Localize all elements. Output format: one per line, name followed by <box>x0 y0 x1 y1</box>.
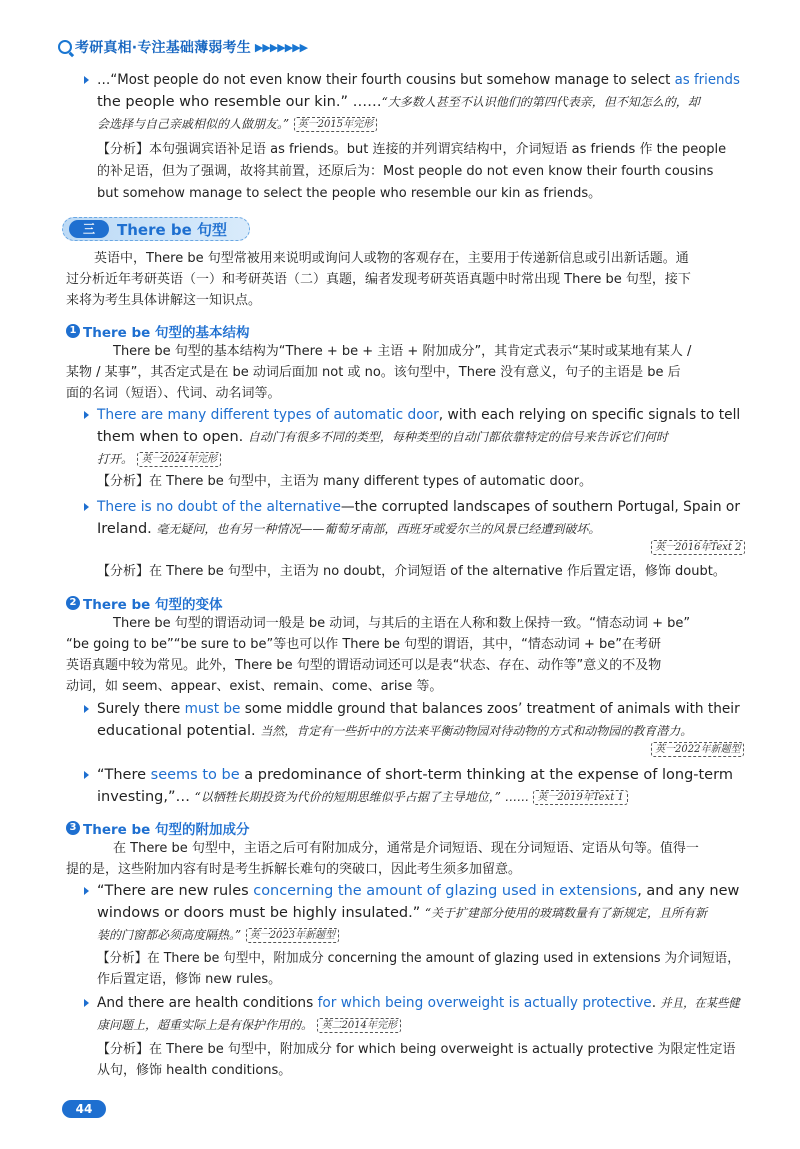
subsection-number: 1 <box>66 324 80 338</box>
subsection-title: There be 句型的附加成分 <box>83 822 250 838</box>
example-highlight: seems to be <box>150 767 240 783</box>
bullet-icon <box>84 771 89 779</box>
section-number: 三 <box>69 220 109 238</box>
example-highlight: There is no doubt of the alternative <box>97 499 341 515</box>
example-text: , with each relying on specific signals to tell <box>438 407 741 423</box>
page-number: 44 <box>62 1100 106 1118</box>
sub1-body-2: 某物 / 某事”，其否定式是在 be 动词后面加 not 或 no。该句型中，There 没有意义，句子的主语是 be 后 <box>66 365 681 380</box>
sub3-ex1-line2 <box>97 904 707 922</box>
sub1-ex2-line1 <box>97 498 740 516</box>
sub3-ex2-analysis-2: 从句，修饰 health conditions。 <box>97 1063 292 1078</box>
sub2-ex2-line2 <box>97 788 628 806</box>
sub3-ex1-line1 <box>97 882 739 900</box>
example-text: And there are health conditions <box>97 995 318 1011</box>
example-highlight: concerning the amount of glazing used in extensions <box>253 883 638 899</box>
intro-example-line3 <box>97 115 377 133</box>
example-highlight: must be <box>184 701 241 717</box>
sub3-ex1-line3 <box>97 926 339 944</box>
example-text: investing,”… <box>97 789 195 805</box>
section-intro-1: 英语中，There be 句型常被用来说明或询问人或物的客观存在，主要用于传递新信息或引出新话题。通 <box>94 251 689 266</box>
sub2-body-1: There be 句型的谓语动词一般是 be 动词，与其后的主语在人称和数上保持一致。“情态动词 + be” <box>113 616 691 631</box>
bullet-icon <box>84 999 89 1007</box>
header-arrows: ▶▶▶▶▶▶▶ <box>254 40 308 54</box>
sub2-body-2: “be going to be”“be sure to be”等也可以作 There be 句型的谓语，其中，“情态动词 + be”在考研 <box>66 637 661 652</box>
section-title: There be 句型 <box>117 220 228 239</box>
bullet-icon <box>84 887 89 895</box>
example-highlight: for which being overweight is actually protective <box>317 995 652 1011</box>
sub2-body-4: 动词，如 seem、appear、exist、remain、come、arise 等。 <box>66 679 443 694</box>
sub3-ex2-line1 <box>97 994 740 1012</box>
section-heading <box>62 217 250 241</box>
section-intro-2: 过分析近年考研英语（一）和考研英语（二）真题，编者发现考研英语真题中时常出现 There be 句型，接下 <box>66 272 691 287</box>
example-translation: “以牺牲长期投资为代价的短期思维似乎占据了主导地位，” …… <box>194 790 529 804</box>
example-translation: “关于扩建部分使用的玻璃数量有了新规定，且所有新 <box>424 906 707 920</box>
source-tag: 英一2015年完形 <box>294 117 377 132</box>
example-text: some middle ground that balances zoos’ treatment of animals with their <box>240 701 740 717</box>
example-text: —the corrupted landscapes of southern Portugal, Spain or <box>340 499 740 515</box>
intro-analysis-1: 【分析】本句强调宾语补足语 as friends。but 连接的并列谓宾结构中，介词短语 as friends 作 the people <box>97 142 727 157</box>
bullet-icon <box>84 76 89 84</box>
intro-en-text: …“Most people do not even know their fourth cousins but somehow manage to select <box>97 72 675 88</box>
sub1-ex1-line3 <box>97 450 221 468</box>
example-translation: 康问题上，超重实际上是有保护作用的。 <box>97 1018 314 1032</box>
header-title: 考研真相·专注基础薄弱考生 <box>75 40 251 56</box>
sub2-ex1-line1 <box>97 700 740 718</box>
sub3-body-2: 提的是，这些附加内容有时是考生拆解长难句的突破口，因此考生须多加留意。 <box>66 862 522 877</box>
intro-en-text-2: the people who resemble our kin.” …… <box>97 94 382 110</box>
sub2-ex1-line2 <box>97 722 692 740</box>
example-text: educational potential. <box>97 723 261 739</box>
sub1-ex2-line2 <box>97 520 600 538</box>
sub1-body-1: There be 句型的基本结构为“There + be + 主语 + 附加成分”，其肯定式表示“某时或某地有某人 / <box>113 344 692 359</box>
source-tag: 英一2022年新题型 <box>651 742 744 757</box>
bullet-icon <box>84 411 89 419</box>
sub1-ex2-analysis: 【分析】在 There be 句型中，主语为 no doubt，介词短语 of the alternative 作后置定语，修饰 doubt。 <box>97 564 726 579</box>
sub3-body-1: 在 There be 句型中，主语之后可有附加成分，通常是介词短语、现在分词短语、定语从句等。值得一 <box>113 841 699 856</box>
example-translation: 毫无疑问，也有另一种情况——葡萄牙南部，西班牙或爱尔兰的风景已经遭到破坏。 <box>156 522 601 536</box>
source-tag: 英一2023年新题型 <box>246 928 339 943</box>
search-logo-icon <box>58 40 72 54</box>
sub1-ex1-analysis: 【分析】在 There be 句型中，主语为 many different types of automatic door。 <box>97 474 593 489</box>
source-tag: 英一2024年完形 <box>137 452 220 467</box>
example-text: , and any new <box>637 883 740 899</box>
sub3-ex1-analysis-2: 作后置定语，修饰 new rules。 <box>97 972 282 987</box>
intro-cn-translation-2: 会选择与自己亲戚相似的人做朋友。” <box>97 117 290 131</box>
subsection-title: There be 句型的变体 <box>83 597 223 613</box>
subsection-heading-3 <box>66 818 250 838</box>
bullet-icon <box>84 503 89 511</box>
example-text: them when to open. <box>97 429 248 445</box>
example-translation: 打开。 <box>97 452 134 466</box>
sub2-body-3: 英语真题中较为常见。此外，There be 句型的谓语动词还可以是表“状态、存在、动作等”意义的不及物 <box>66 658 662 673</box>
intro-cn-translation: “大多数人甚至不认识他们的第四代表亲，但不知怎么的，却 <box>381 95 700 109</box>
example-text: . <box>651 995 661 1011</box>
example-translation: 自动门有很多不同的类型，每种类型的自动门都依靠特定的信号来告诉它们何时 <box>247 430 668 444</box>
example-text: “There are new rules <box>97 883 254 899</box>
intro-analysis-3: but somehow manage to select the people who resemble our kin as friends。 <box>97 186 602 201</box>
example-text: windows or doors must be highly insulated.” <box>97 905 425 921</box>
subsection-heading-1 <box>66 321 250 341</box>
example-text: “There <box>97 767 151 783</box>
example-highlight: There are many different types of automatic door <box>97 407 439 423</box>
intro-example-line2 <box>97 93 700 111</box>
running-header <box>58 36 307 58</box>
sub3-ex2-analysis-1: 【分析】在 There be 句型中，附加成分 for which being overweight is actually protective 为限定性定语 <box>97 1042 736 1057</box>
example-translation: 并且，在某些健 <box>660 996 740 1010</box>
subsection-heading-2 <box>66 593 223 613</box>
example-text: Ireland. <box>97 521 157 537</box>
example-translation: 装的门窗都必须高度隔热。” <box>97 928 242 942</box>
section-intro-3: 来将为考生具体讲解这一知识点。 <box>66 293 262 308</box>
sub3-ex1-analysis-1: 【分析】在 There be 句型中，附加成分 concerning the amount of glazing used in extensions 为介词短语， <box>97 951 740 966</box>
subsection-number: 2 <box>66 596 80 610</box>
source-tag: 英二2014年完形 <box>317 1018 400 1033</box>
subsection-title: There be 句型的基本结构 <box>83 325 250 341</box>
example-translation: 当然，肯定有一些折中的方法来平衡动物园对待动物的方式和动物园的教育潜力。 <box>260 724 693 738</box>
source-tag: 英一2019年Text 1 <box>533 790 627 805</box>
bullet-icon <box>84 705 89 713</box>
sub1-ex1-line2 <box>97 428 668 446</box>
sub2-ex2-line1 <box>97 766 733 784</box>
intro-example-line1 <box>97 71 740 89</box>
example-text: a predominance of short-term thinking at the expense of long-term <box>239 767 733 783</box>
intro-analysis-2: 的补足语，但为了强调，故将其前置，还原后为：Most people do not even know their fourth cousins <box>97 164 714 179</box>
sub1-body-3: 面的名词（短语）、代词、动名词等。 <box>66 386 281 401</box>
subsection-number: 3 <box>66 821 80 835</box>
sub1-ex1-line1 <box>97 406 740 424</box>
sub3-ex2-line2 <box>97 1016 401 1034</box>
source-tag: 英一2016年Text 2 <box>651 540 745 555</box>
example-text: Surely there <box>97 701 185 717</box>
intro-highlight: as friends <box>674 72 740 88</box>
